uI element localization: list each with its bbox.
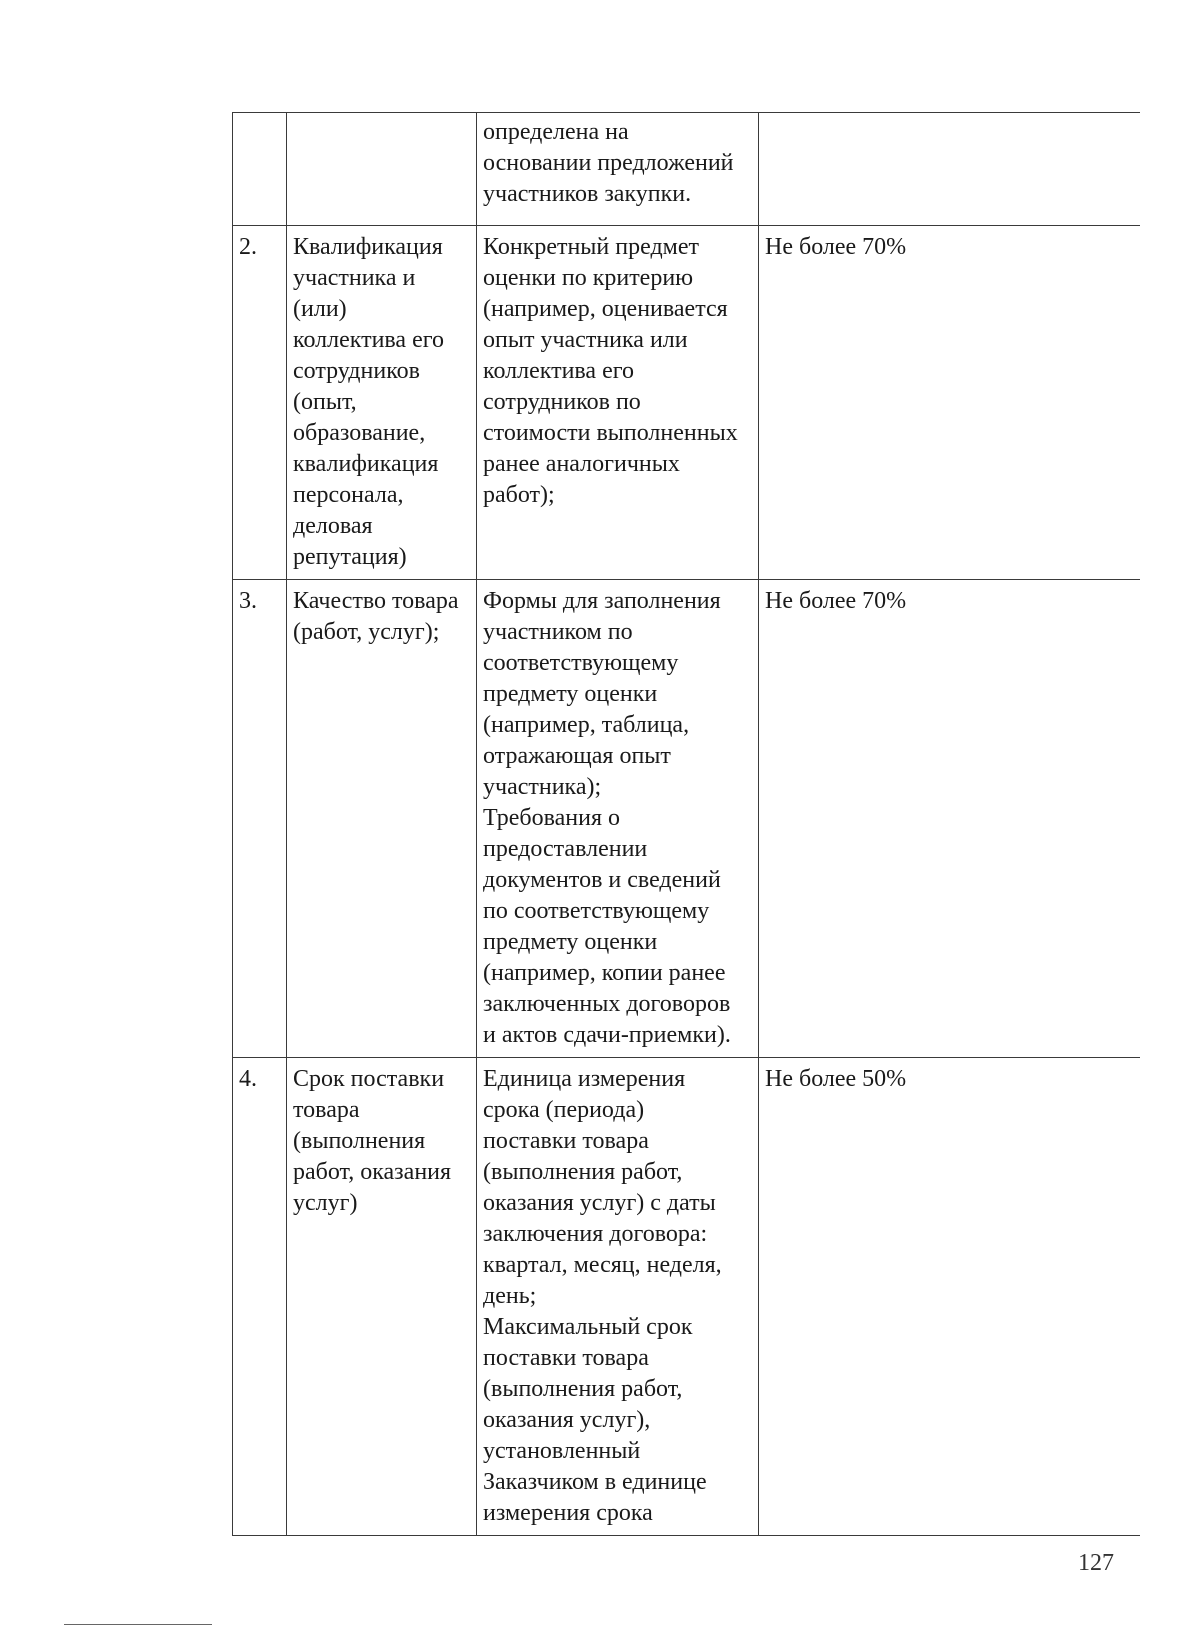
row-number: 3. <box>233 580 287 1058</box>
row-number: 2. <box>233 226 287 580</box>
row-number: 4. <box>233 1058 287 1536</box>
row-number <box>233 113 287 226</box>
footnote-divider <box>64 1624 212 1625</box>
table-row <box>233 1058 1141 1536</box>
weight-cell: Не более 70% <box>759 226 1141 580</box>
subject-cell: определена на основании предложений участников закупки. <box>477 113 759 226</box>
criterion-cell: Квалификация участника и (или) коллектива его сотрудников (опыт, образование, квалификация персонала, деловая репутация) <box>287 226 477 580</box>
subject-cell: Формы для заполнения участником по соответствующему предмету оценки (например, таблица, отражающая опыт участника); Требования о предоставлении документов и сведений по соответствующему предмету оценки (например, копии ранее заключенных договоров и актов сдачи-приемки). <box>477 580 759 1058</box>
weight-cell: Не более 70% <box>759 580 1141 1058</box>
weight-cell: Не более 50% <box>759 1058 1141 1536</box>
criterion-cell: Срок поставки товара (выполнения работ, оказания услуг) <box>287 1058 477 1536</box>
table-row <box>233 113 1141 226</box>
subject-cell: Единица измерения срока (периода) поставки товара (выполнения работ, оказания услуг) с даты заключения договора: квартал, месяц, неделя, день; Максимальный срок поставки товара (выполнения работ, оказания услуг), установленный Заказчиком в единице измерения срока <box>477 1058 759 1536</box>
table-row <box>233 226 1141 580</box>
criterion-cell <box>287 113 477 226</box>
weight-cell <box>759 113 1141 226</box>
page-number: 127 <box>1078 1550 1114 1576</box>
subject-cell: Конкретный предмет оценки по критерию (например, оценивается опыт участника или коллектива его сотрудников по стоимости выполненных ранее аналогичных работ); <box>477 226 759 580</box>
criterion-cell: Качество товара (работ, услуг); <box>287 580 477 1058</box>
table-row <box>233 580 1141 1058</box>
criteria-table <box>232 112 1140 1536</box>
